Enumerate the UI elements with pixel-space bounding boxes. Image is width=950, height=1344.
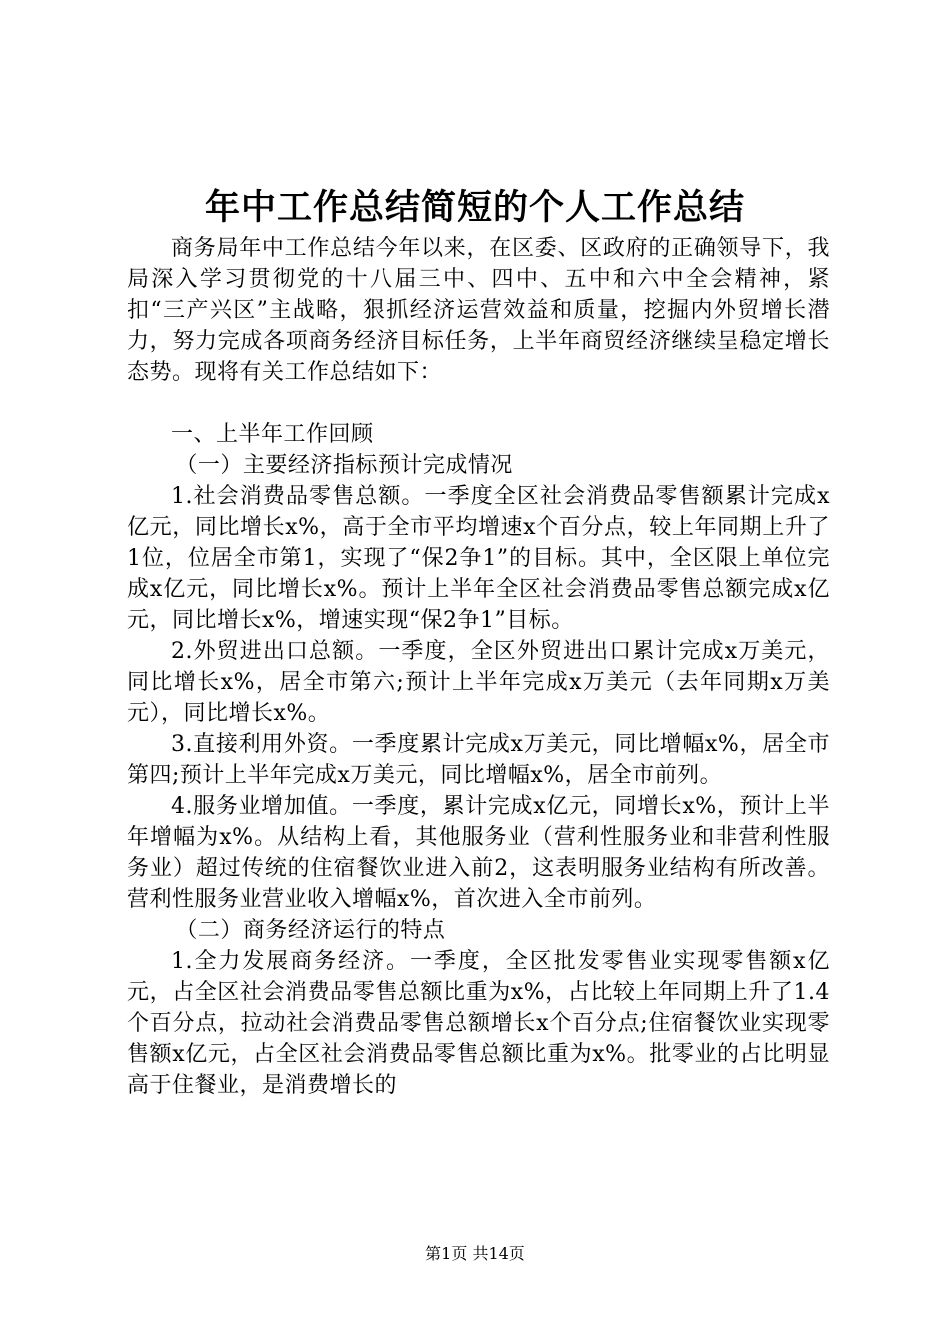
subsection-heading-features: （二）商务经济运行的特点 bbox=[175, 918, 446, 943]
paragraph-foreign-trade: 2.外贸进出口总额。一季度，全区外贸进出口累计完成x万美元，同比增长x%，居全市第六;预计上半年完成x万美元（去年同期x万美元），同比增长x%。 bbox=[127, 639, 830, 726]
paragraph-retail-sales: 1.社会消费品零售总额。一季度全区社会消费品零售额累计完成x亿元，同比增长x%，高于全市平均增速x个百分点，较上年同期上升了1位，位居全市第1，实现了“保2争1”的目标。其中，全区限上单位完成x亿元，同比增长x%。预计上半年全区社会消费品零售总额完成x亿元，同比增长x%，增速实现“保2争1”目标。 bbox=[127, 484, 830, 633]
paragraph-commerce-economy: 1.全力发展商务经济。一季度，全区批发零售业实现零售额x亿元，占全区社会消费品零售总额比重为x%，占比较上年同期上升了1.4个百分点，拉动社会消费品零售总额增长x个百分点;住宿餐饮业实现零售额x亿元，占全区社会消费品零售总额比重为x%。批零业的占比明显高于住餐业，是消费增长的 bbox=[127, 949, 830, 1098]
intro-paragraph: 商务局年中工作总结今年以来，在区委、区政府的正确领导下，我局深入学习贯彻党的十八届三中、四中、五中和六中全会精神，紧扣“三产兴区”主战略，狠抓经济运营效益和质量，挖掘内外贸增长潜力，努力完成各项商务经济目标任务，上半年商贸经济继续呈稳定增长态势。现将有关工作总结如下： bbox=[127, 236, 830, 385]
page-number-footer: 第1页 共14页 bbox=[425, 1244, 525, 1263]
subsection-heading-indicators: （一）主要经济指标预计完成情况 bbox=[175, 453, 513, 478]
section-heading-review: 一、上半年工作回顾 bbox=[171, 422, 374, 447]
paragraph-foreign-investment: 3.直接利用外资。一季度累计完成x万美元，同比增幅x%，居全市第四;预计上半年完成x万美元，同比增幅x%，居全市前列。 bbox=[127, 732, 830, 788]
document-body bbox=[127, 233, 830, 1101]
document-title: 年中工作总结简短的个人工作总结 bbox=[204, 188, 745, 228]
paragraph-service-industry: 4.服务业增加值。一季度，累计完成x亿元，同增长x%，预计上半年增幅为x%。从结构上看，其他服务业（营利性服务业和非营利性服务业）超过传统的住宿餐饮业进入前2，这表明服务业结构有所改善。营利性服务业营业收入增幅x%，首次进入全市前列。 bbox=[127, 794, 830, 912]
